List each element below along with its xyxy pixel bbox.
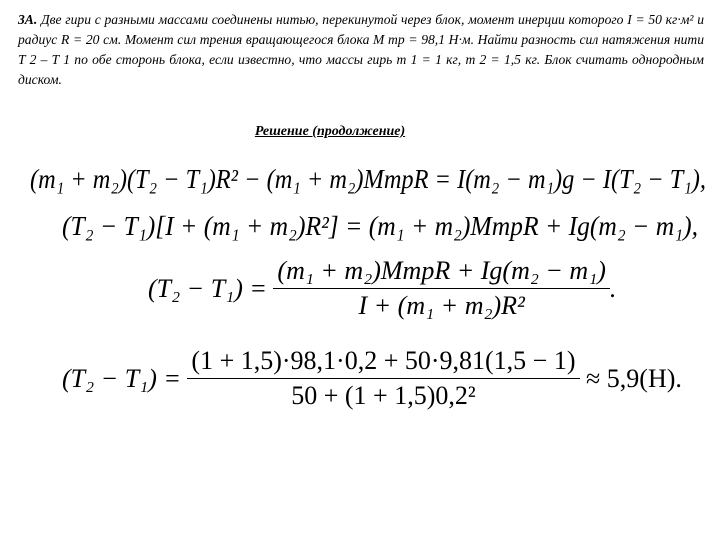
equation-1-text: (m₁ + m₂)(T₂ − T₁)R² − (m₁ + m₂)MтрR = I(m₂ − m₁)g − I(T₂ − T₁), xyxy=(30,164,706,194)
equation-3-period: . xyxy=(609,273,617,303)
equation-3 xyxy=(148,256,616,321)
equation-3-denominator: I + (m₁ + m₂)R² xyxy=(358,291,525,320)
equation-2 xyxy=(62,202,702,248)
equation-2-text: (T₂ − T₁)[I + (m₁ + m₂)R²] = (m₁ + m₂)MтрR + Ig(m₂ − m₁), xyxy=(62,211,698,241)
problem-number: 3А. xyxy=(18,12,38,27)
problem-text: Две гири с разными массами соединены нитью, перекинутой через блок, момент инерции которого I = 50 кг·м² и радиус R = 20 см. Момент сил трения вращающегося блока M тр = 98,1 Н·м. Найти разность сил натяжения нити T 2 – T 1 по обе сторонь блока, если известно, что массы гирь m 1 = 1 кг, m 2 = 1,5 кг. Блок считать однородным диском. xyxy=(18,12,704,87)
fraction-bar xyxy=(187,378,579,379)
equation-4-result: ≈ 5,9(H). xyxy=(586,363,682,393)
equation-4-numerator: (1 + 1,5)·98,1·0,2 + 50·9,81(1,5 − 1) xyxy=(191,346,576,375)
equation-3-lhs: (T₂ − T₁) = xyxy=(148,273,267,303)
equation-4-lhs: (T₂ − T₁) = xyxy=(62,363,181,393)
equation-4 xyxy=(62,346,682,411)
equation-1 xyxy=(30,155,710,201)
equation-4-denominator: 50 + (1 + 1,5)0,2² xyxy=(291,381,476,410)
equation-4-fraction xyxy=(187,346,579,411)
fraction-bar xyxy=(273,288,610,289)
problem-statement xyxy=(18,10,704,90)
solution-heading: Решение (продолжение) xyxy=(254,124,406,139)
equation-3-numerator: (m₁ + m₂)MтрR + Ig(m₂ − m₁) xyxy=(277,256,606,285)
equation-3-fraction xyxy=(273,256,610,321)
